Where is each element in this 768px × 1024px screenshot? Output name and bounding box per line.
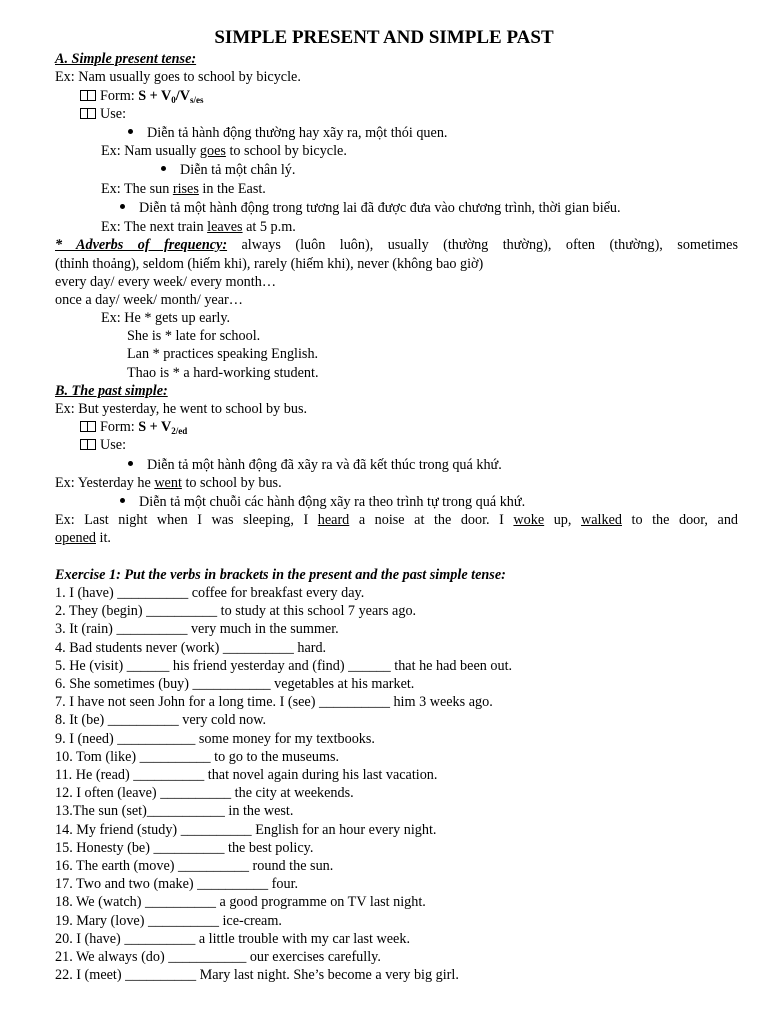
exercise-text: some money for my textbooks. [195, 730, 375, 747]
exercise-text: 11. He (read) [55, 767, 134, 783]
exercise-text: 4. Bad students never (work) [55, 639, 223, 656]
exercise-item [55, 857, 738, 875]
exercise-item [55, 584, 738, 602]
answer-blank[interactable]: __________ [146, 603, 218, 620]
bullet-icon [128, 461, 133, 466]
exercise-item [55, 675, 738, 693]
exercise-item [55, 839, 738, 857]
adverbs-example-4: Thao is * a hard-working student. [127, 365, 319, 381]
exercise-text: 12. I often (leave) [55, 785, 161, 802]
adverbs-example-3: Lan * practices speaking English. [127, 346, 319, 362]
exercise-item [55, 948, 738, 966]
exercise-text: in the west. [224, 803, 294, 820]
answer-blank[interactable]: __________ [107, 712, 179, 729]
answer-blank[interactable]: __________ [125, 967, 197, 984]
exercise-text: 1. I (have) [55, 585, 118, 601]
exercise-text: the city at weekends. [231, 785, 354, 802]
book-icon [80, 90, 96, 101]
exercise-item [55, 693, 738, 711]
answer-blank[interactable]: __________ [178, 858, 249, 874]
exercise-item [55, 620, 738, 638]
bullet-icon [161, 166, 166, 171]
answer-blank[interactable]: __________ [139, 748, 211, 765]
adverbs-line-1: * Adverbs of frequency: always (luôn luôn), usually (thường thường), often (thường), sometimes [55, 237, 738, 253]
adverbs-heading: * Adverbs of frequency: [55, 237, 228, 253]
exercise-text: 15. Honesty (be) [55, 839, 154, 856]
exercise-text: 8. It (be) [55, 712, 108, 729]
exercise-text: his friend yesterday and (find) [169, 657, 349, 674]
section-a-heading: A. Simple present tense: [55, 51, 197, 67]
answer-blank[interactable]: __________ [124, 930, 196, 947]
answer-blank[interactable]: __________ [133, 767, 205, 783]
adverbs-line-4: once a day/ week/ month/ year… [55, 292, 243, 308]
exercise-text: Mary last night. She’s become a very big girl. [196, 967, 459, 984]
answer-blank[interactable]: ___________ [192, 676, 271, 692]
answer-blank[interactable]: __________ [160, 785, 232, 802]
exercise-heading: Exercise 1: Put the verbs in brackets in the present and the past simple tense: [55, 567, 506, 583]
section-b-heading: B. The past simple: [55, 383, 168, 399]
exercise-item [55, 766, 738, 784]
page-title: SIMPLE PRESENT AND SIMPLE PAST [214, 27, 554, 48]
exercise-text: 10. Tom (like) [55, 748, 140, 765]
section-b-use1: Diễn tả một hành động đã xãy ra và đã kết thúc trong quá khứ. [128, 456, 738, 474]
section-b-use2-example-line2: opened it. [55, 530, 111, 546]
exercise-text: ice-cream. [218, 912, 282, 929]
exercise-text: a little trouble with my car last week. [195, 930, 410, 947]
answer-blank[interactable]: ______ [126, 657, 170, 674]
exercise-item [55, 711, 738, 729]
exercise-text: 5. He (visit) [55, 657, 127, 674]
exercise-text: 20. I (have) [55, 930, 125, 947]
book-icon [80, 108, 96, 119]
exercise-text: that novel again during his last vacation. [204, 767, 438, 783]
answer-blank[interactable]: __________ [180, 821, 252, 838]
exercise-text: hard. [293, 639, 327, 656]
exercise-text: a good programme on TV last night. [215, 894, 426, 911]
exercise-item [55, 748, 738, 766]
exercise-text: 16. The earth (move) [55, 858, 179, 874]
exercise-text: very cold now. [178, 712, 267, 729]
exercise-text: 17. Two and two (make) [55, 876, 198, 893]
exercise-item [55, 966, 738, 984]
exercise-text: our exercises carefully. [246, 949, 381, 965]
answer-blank[interactable]: __________ [153, 839, 225, 856]
exercise-item [55, 602, 738, 620]
answer-blank[interactable]: __________ [147, 912, 219, 929]
exercise-text: 14. My friend (study) [55, 821, 181, 838]
exercise-text: 2. They (begin) [55, 603, 147, 620]
section-a-use2: Diễn tả một chân lý. [161, 161, 738, 179]
adverbs-example-2: She is * late for school. [127, 328, 261, 344]
exercise-item [55, 730, 738, 748]
answer-blank[interactable]: __________ [222, 639, 294, 656]
bullet-icon [128, 129, 133, 134]
exercise-text: 13.The sun (set) [55, 803, 147, 820]
exercise-text: 21. We always (do) [55, 949, 169, 965]
exercise-text: to study at this school 7 years ago. [217, 603, 417, 620]
section-b-use2: Diễn tả một chuỗi các hành động xãy ra theo trình tự trong quá khứ. [120, 493, 738, 511]
answer-blank[interactable]: ___________ [117, 730, 196, 747]
exercise-text: 9. I (need) [55, 730, 118, 747]
answer-blank[interactable]: __________ [116, 621, 188, 638]
exercise-text: 18. We (watch) [55, 894, 145, 911]
adverbs-line-2: (thỉnh thoảng), seldom (hiếm khi), rarely (hiếm khi), never (không bao giờ) [55, 256, 484, 272]
exercise-item [55, 893, 738, 911]
answer-blank[interactable]: __________ [318, 694, 390, 711]
exercise-item [55, 875, 738, 893]
exercise-item [55, 639, 738, 657]
bullet-icon [120, 498, 125, 503]
answer-blank[interactable]: __________ [117, 585, 189, 601]
exercise-item [55, 821, 738, 839]
exercise-text: 6. She sometimes (buy) [55, 676, 193, 692]
exercise-text: very much in the summer. [187, 621, 339, 638]
answer-blank[interactable]: ______ [348, 657, 391, 674]
bullet-icon [120, 204, 125, 209]
section-a-use1-example: Ex: Nam usually goes to school by bicycle. [101, 143, 347, 159]
answer-blank[interactable]: __________ [145, 894, 216, 911]
exercise-text: round the sun. [248, 858, 334, 874]
exercise-item [55, 930, 738, 948]
exercise-text: 3. It (rain) [55, 621, 117, 638]
section-a-example: Ex: Nam usually goes to school by bicycle. [55, 69, 301, 85]
exercise-text: four. [268, 876, 299, 893]
exercise-text: to go to the museums. [210, 748, 340, 765]
exercise-text: 7. I have not seen John for a long time. I (see) [55, 694, 319, 711]
exercise-text: 19. Mary (love) [55, 912, 148, 929]
exercise-text: the best policy. [224, 839, 314, 856]
section-b-use2-example-line1: Ex: Last night when I was sleeping, I heard a noise at the door. I woke up, walked to the door, and [55, 512, 739, 528]
exercise-text: that he had been out. [390, 657, 513, 674]
exercise-text: him 3 weeks ago. [389, 694, 493, 711]
section-a-form: Form: $S + V_0/V_{s/es}$ [80, 87, 738, 105]
section-a-use1: Diễn tả hành động thường hay xãy ra, một thói quen. [128, 124, 738, 142]
section-a-use: Use: [80, 105, 738, 123]
adverbs-example-1: Ex: He * gets up early. [101, 310, 231, 326]
section-b-example: Ex: But yesterday, he went to school by bus. [55, 401, 308, 417]
exercise-item [55, 784, 738, 802]
section-a-use3: Diễn tả một hành động trong tương lai đã được đưa vào chương trình, thời gian biểu. [120, 199, 738, 217]
answer-blank[interactable]: ___________ [168, 949, 247, 965]
answer-blank[interactable]: __________ [197, 876, 269, 893]
exercise-item [55, 912, 738, 930]
section-a-use2-example: Ex: The sun rises in the East. [101, 181, 266, 197]
section-b-use: Use: [80, 436, 738, 454]
exercise-text: coffee for breakfast every day. [188, 585, 365, 601]
exercise-text: 22. I (meet) [55, 967, 126, 984]
section-a-use3-example: Ex: The next train leaves at 5 p.m. [101, 219, 296, 235]
section-b-use1-example: Ex: Yesterday he went to school by bus. [55, 475, 282, 491]
exercise-item [55, 802, 738, 820]
exercise-text: vegetables at his market. [270, 676, 415, 692]
adverbs-line-3: every day/ every week/ every month… [55, 274, 277, 290]
answer-blank[interactable]: ___________ [146, 803, 225, 820]
book-icon [80, 439, 96, 450]
exercise-item [55, 657, 738, 675]
book-icon [80, 421, 96, 432]
exercise-text: English for an hour every night. [251, 821, 437, 838]
section-b-form: Form: $S + V_{2/ed}$ [80, 418, 738, 436]
